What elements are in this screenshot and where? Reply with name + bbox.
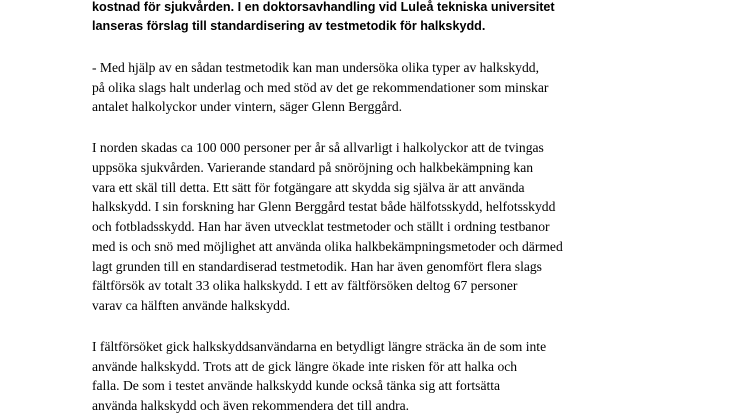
body-line: använde halkskydd. Trots att de gick längre ökade inte risken för att halka och [92, 359, 518, 374]
body-line: halkskydd. I sin forskning har Glenn Berggård testat både hälfotsskydd, helfotsskydd [92, 199, 556, 214]
body-line: I norden skadas ca 100 000 personer per år så allvarligt i halkolyckor att de tvingas [92, 140, 544, 155]
body-line: - Med hjälp av en sådan testmetodik kan man undersöka olika typer av halkskydd, [92, 60, 539, 75]
body-line: falla. De som i testet använde halkskydd kunde också tänka sig att fortsätta [92, 378, 501, 393]
intro-line: lanseras förslag till standardisering av testmetodik för halkskydd. [92, 19, 486, 33]
intro-line: kostnad för sjukvården. I en doktorsavhandling vid Luleå tekniska universitet [92, 0, 555, 14]
body-line: vara ett skäl till detta. Ett sätt för fotgängare att skydda sig själva är att använda [92, 180, 525, 195]
body-line: och fotbladsskydd. Han har även utvecklat testmetoder och ställt i ordning testbanor [92, 219, 550, 234]
body-line: I fältförsöket gick halkskyddsanvändarna en betydligt längre sträcka än de som inte [92, 339, 547, 354]
body-line: på olika slags halt underlag och med stöd av det ge rekommendationer som minskar [92, 80, 549, 95]
body-line: antalet halkolyckor under vintern, säger Glenn Berggård. [92, 99, 403, 114]
body-line: uppsöka sjukvården. Varierande standard på snöröjning och halkbekämpning kan [92, 160, 534, 175]
body-line: lagt grunden till en standardiserad testmetodik. Han har även genomfört flera slags [92, 259, 542, 274]
body-line: varav ca hälften använde halkskydd. [92, 298, 291, 313]
body-line: med is och snö med möjlighet att använda olika halkbekämpningsmetoder och därmed [92, 239, 563, 254]
body-line: fältförsök av totalt 33 olika halkskydd. I ett av fältförsöken deltog 67 personer [92, 278, 518, 293]
body-line: använda halkskydd och även rekommendera det till andra. [92, 398, 410, 413]
